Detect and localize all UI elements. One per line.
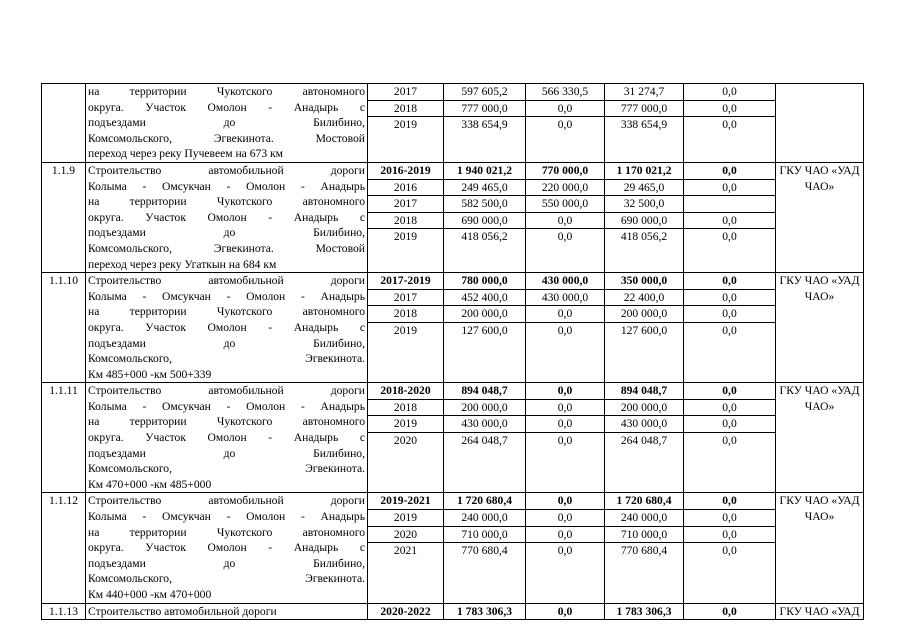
period-cell: [368, 526, 444, 543]
total-cell-value: 710 000,0: [461, 527, 508, 541]
regional-budget-cell-value: 338 654,9: [620, 118, 668, 132]
executor-text: ГКУ ЧАО «УАД ЧАО»: [779, 274, 860, 303]
row-number: [42, 493, 86, 603]
total-cell: [444, 510, 526, 527]
executor-text: ГКУ ЧАО «УАД ЧАО»: [779, 494, 860, 524]
total-cell-value: 418 056,2: [461, 230, 508, 244]
federal-budget-cell: [526, 510, 605, 527]
federal-budget-cell: [526, 493, 605, 510]
other-source-cell: [684, 273, 776, 290]
period-cell-value: 2018: [393, 101, 418, 115]
other-source-cell: [684, 162, 776, 179]
total-cell: [444, 433, 526, 493]
total-cell-value: 780 000,0: [461, 274, 508, 288]
description-line: на территории Чукотского автономного: [88, 195, 365, 209]
other-source-cell-value: 0,0: [722, 544, 737, 558]
regional-budget-cell-value: 770 680,4: [620, 544, 668, 558]
row-number-text: 1.1.10: [49, 274, 78, 288]
description-line: округа. Участок Омолон - Анадырь с: [88, 541, 365, 555]
federal-budget-cell: [526, 306, 605, 323]
other-source-cell: [684, 510, 776, 527]
federal-budget-cell: [526, 196, 605, 213]
regional-budget-cell: [605, 229, 684, 273]
total-cell-value: 777 000,0: [461, 101, 508, 115]
description-line: Комсомольского, Эгвекинота. Мостовой: [88, 131, 365, 145]
other-source-cell-value: 0,0: [722, 230, 737, 244]
period-cell-value: 2018: [393, 307, 418, 321]
total-cell: [444, 383, 526, 400]
description-line: Строительство автомобильной дороги: [88, 163, 365, 177]
total-cell-value: 338 654,9: [461, 118, 508, 132]
regional-budget-cell: [605, 196, 684, 213]
federal-budget-cell: [526, 543, 605, 603]
other-source-cell-value: 0,0: [722, 494, 737, 508]
other-source-cell-value: 0,0: [722, 527, 737, 541]
period-cell-value: 2020-2022: [380, 604, 431, 618]
row-number: [42, 273, 86, 383]
total-cell-value: 430 000,0: [461, 417, 508, 431]
regional-budget-cell-value: 1 783 306,3: [616, 604, 672, 618]
description-line: на территории Чукотского автономного: [88, 415, 365, 429]
measure-description: [86, 603, 368, 620]
total-cell-value: 452 400,0: [461, 290, 508, 304]
regional-budget-cell: [605, 603, 684, 620]
other-source-cell-value: 0,0: [722, 604, 737, 618]
other-source-cell: [684, 543, 776, 603]
federal-budget-cell-value: 0,0: [557, 511, 573, 525]
federal-budget-cell-value: 0,0: [557, 400, 573, 414]
total-cell: [444, 273, 526, 290]
federal-budget-cell-value: 0,0: [557, 417, 573, 431]
period-cell: [368, 289, 444, 306]
period-cell-value: 2017: [393, 197, 418, 211]
period-cell-value: 2018: [393, 213, 418, 227]
period-cell: [368, 179, 444, 196]
regional-budget-cell: [605, 273, 684, 290]
table-row: [42, 84, 864, 101]
description-line: Км 485+000 -км 500+339: [88, 367, 212, 381]
other-source-cell: [684, 433, 776, 493]
period-cell: [368, 306, 444, 323]
period-cell: [368, 196, 444, 213]
total-cell: [444, 399, 526, 416]
other-source-cell: [684, 603, 776, 620]
regional-budget-cell: [605, 383, 684, 400]
period-cell-value: 2016: [393, 180, 418, 194]
other-source-cell: [684, 212, 776, 229]
period-cell-value: 2019: [393, 230, 418, 244]
federal-budget-cell-value: 770 000,0: [541, 163, 589, 177]
period-cell-value: 2019: [393, 323, 418, 337]
regional-budget-cell: [605, 493, 684, 510]
description-line: округа. Участок Омолон - Анадырь с: [88, 320, 365, 334]
federal-budget-cell-value: 220 000,0: [541, 180, 589, 194]
total-cell-value: 690 000,0: [461, 213, 508, 227]
period-cell: [368, 100, 444, 117]
other-source-cell: [684, 306, 776, 323]
other-source-cell: [684, 383, 776, 400]
other-source-cell-value: 0,0: [722, 323, 737, 337]
regional-budget-cell-value: 710 000,0: [620, 527, 668, 541]
period-cell: [368, 229, 444, 273]
description-line: Строительство автомобильной дороги: [88, 274, 365, 288]
other-source-cell: [684, 179, 776, 196]
period-cell-value: 2018-2020: [380, 384, 431, 398]
other-source-cell-value: 0,0: [722, 434, 737, 448]
federal-budget-cell-value: 0,0: [557, 544, 573, 558]
description-line: округа. Участок Омолон - Анадырь с: [88, 431, 365, 445]
other-source-cell-value: 0,0: [722, 274, 737, 288]
federal-budget-cell-value: 0,0: [557, 213, 573, 227]
description-line: на территории Чукотского автономного: [88, 525, 365, 539]
regional-budget-cell-value: 350 000,0: [620, 274, 668, 288]
description-line: округа. Участок Омолон - Анадырь с: [88, 210, 365, 224]
federal-budget-cell-value: 430 000,0: [541, 290, 589, 304]
table-row: [42, 273, 864, 290]
period-cell: [368, 383, 444, 400]
regional-budget-cell: [605, 306, 684, 323]
federal-budget-cell-value: 0,0: [557, 307, 573, 321]
total-cell: [444, 306, 526, 323]
regional-budget-cell: [605, 84, 684, 101]
executor: [776, 273, 864, 383]
total-cell-value: 597 605,2: [461, 85, 508, 98]
description-line: переход через реку Угаткын на 684 км: [88, 257, 277, 271]
period-cell: [368, 212, 444, 229]
description-line: Комсомольского, Эгвекинота.: [88, 352, 365, 366]
period-cell: [368, 162, 444, 179]
description-line: Колыма - Омсукчан - Омолон - Анадырь: [88, 289, 365, 303]
other-source-cell: [684, 493, 776, 510]
period-cell-value: 2017-2019: [380, 274, 431, 288]
total-cell: [444, 179, 526, 196]
other-source-cell-value: 0,0: [722, 400, 737, 414]
period-cell-value: 2019: [393, 118, 418, 132]
other-source-cell-value: 0,0: [722, 307, 737, 321]
federal-budget-cell-value: 0,0: [557, 494, 573, 508]
regional-budget-cell-value: 1 720 680,4: [616, 494, 672, 508]
total-cell: [444, 196, 526, 213]
total-cell: [444, 493, 526, 510]
other-source-cell: [684, 526, 776, 543]
row-number-text: 1.1.9: [51, 163, 76, 177]
federal-budget-cell-value: 550 000,0: [541, 197, 589, 211]
other-source-cell-value: 0,0: [722, 118, 737, 132]
row-number: [42, 84, 86, 163]
description-line: Км 440+000 -км 470+000: [88, 588, 212, 601]
description-line: подъездами до Билибино,: [88, 226, 365, 240]
executor-text: ГКУ ЧАО «УАД ЧАО»: [779, 163, 860, 193]
total-cell: [444, 289, 526, 306]
federal-budget-cell-value: 0,0: [557, 604, 573, 618]
executor: [776, 493, 864, 603]
total-cell-value: 200 000,0: [461, 307, 508, 321]
executor-text: ГКУ ЧАО «УАД: [779, 604, 860, 618]
period-cell: [368, 510, 444, 527]
other-source-cell-value: 0,0: [722, 290, 737, 304]
period-cell: [368, 84, 444, 101]
total-cell-value: 200 000,0: [461, 400, 508, 414]
federal-budget-cell: [526, 100, 605, 117]
federal-budget-cell: [526, 84, 605, 101]
description-line: на территории Чукотского автономного: [88, 305, 365, 319]
row-number: [42, 603, 86, 620]
regional-budget-cell: [605, 322, 684, 382]
regional-budget-cell: [605, 162, 684, 179]
federal-budget-cell-value: 0,0: [557, 230, 573, 244]
federal-budget-cell: [526, 383, 605, 400]
period-cell-value: 2017: [393, 290, 418, 304]
period-cell-value: 2021: [393, 544, 418, 558]
total-cell-value: 770 680,4: [461, 544, 508, 558]
regional-budget-cell: [605, 416, 684, 433]
description-line: Комсомольского, Эгвекинота.: [88, 572, 365, 586]
period-cell: [368, 416, 444, 433]
other-source-cell: [684, 399, 776, 416]
description-line: Строительство автомобильной дороги: [88, 494, 365, 508]
regional-budget-cell-value: 690 000,0: [620, 213, 668, 227]
regional-budget-cell: [605, 543, 684, 603]
federal-budget-cell: [526, 117, 605, 163]
other-source-cell: [684, 196, 776, 213]
description-line: подъездами до Билибино,: [88, 446, 365, 460]
total-cell-value: 249 465,0: [461, 180, 508, 194]
federal-budget-cell: [526, 416, 605, 433]
regional-budget-cell: [605, 179, 684, 196]
federal-budget-cell-value: 566 330,5: [541, 85, 589, 98]
other-source-cell: [684, 229, 776, 273]
row-number: [42, 162, 86, 272]
description-line: Строительство автомобильной дороги: [88, 384, 365, 398]
total-cell: [444, 229, 526, 273]
description-line: Км 470+000 -км 485+000: [88, 477, 212, 491]
regional-budget-cell-value: 418 056,2: [620, 230, 668, 244]
description-line: на территории Чукотского автономного: [88, 85, 365, 98]
regional-budget-cell-value: 200 000,0: [620, 400, 668, 414]
period-cell: [368, 273, 444, 290]
measure-description: [86, 383, 368, 493]
other-source-cell: [684, 84, 776, 101]
other-source-cell: [684, 289, 776, 306]
row-number-text: 1.1.12: [49, 494, 78, 508]
federal-budget-cell: [526, 399, 605, 416]
regional-budget-cell: [605, 399, 684, 416]
total-cell: [444, 416, 526, 433]
description-line: Строительство автомобильной дороги: [88, 604, 277, 618]
description-line: Колыма - Омсукчан - Омолон - Анадырь: [88, 510, 365, 524]
period-cell-value: 2020: [393, 527, 418, 541]
period-cell: [368, 493, 444, 510]
regional-budget-cell-value: 894 048,7: [620, 384, 668, 398]
regional-budget-cell-value: 32 500,0: [623, 197, 665, 211]
period-cell-value: 2017: [393, 85, 418, 98]
measure-description: [86, 493, 368, 603]
total-cell-value: 264 048,7: [461, 434, 508, 448]
regional-budget-cell: [605, 289, 684, 306]
period-cell-value: 2019: [393, 511, 418, 525]
period-cell-value: 2020: [393, 434, 418, 448]
regional-budget-cell-value: 430 000,0: [620, 417, 668, 431]
executor-text: ГКУ ЧАО «УАД ЧАО»: [779, 384, 860, 413]
period-cell-value: 2016-2019: [380, 163, 431, 177]
other-source-cell: [684, 416, 776, 433]
federal-budget-cell: [526, 433, 605, 493]
federal-budget-cell-value: 0,0: [557, 101, 573, 115]
total-cell-value: 1 783 306,3: [456, 604, 513, 618]
measure-description: [86, 162, 368, 272]
period-cell-value: 2018: [393, 400, 418, 414]
executor: [776, 162, 864, 272]
total-cell: [444, 84, 526, 101]
total-cell: [444, 117, 526, 163]
total-cell-value: 1 940 021,2: [456, 163, 513, 177]
table-row: [42, 383, 864, 400]
total-cell: [444, 212, 526, 229]
period-cell-value: 2019-2021: [380, 494, 431, 508]
table-row: [42, 162, 864, 179]
program-table: [41, 83, 864, 620]
other-source-cell-value: 0,0: [722, 85, 737, 98]
regional-budget-cell-value: 777 000,0: [620, 101, 668, 115]
federal-budget-cell: [526, 526, 605, 543]
description-line: Комсомольского, Эгвекинота. Мостовой: [88, 241, 365, 255]
other-source-cell-value: 0,0: [722, 511, 737, 525]
row-number-text: 1.1.13: [49, 604, 78, 618]
regional-budget-cell-value: 22 400,0: [623, 290, 665, 304]
other-source-cell-value: 0,0: [722, 163, 737, 177]
federal-budget-cell: [526, 229, 605, 273]
period-cell: [368, 603, 444, 620]
regional-budget-cell: [605, 526, 684, 543]
regional-budget-cell: [605, 100, 684, 117]
period-cell: [368, 322, 444, 382]
regional-budget-cell: [605, 510, 684, 527]
executor: [776, 383, 864, 493]
federal-budget-cell: [526, 289, 605, 306]
total-cell: [444, 100, 526, 117]
table-body: [42, 84, 864, 620]
other-source-cell-value: 0,0: [722, 101, 737, 115]
regional-budget-cell-value: 31 274,7: [623, 85, 665, 98]
period-cell-value: 2019: [393, 417, 418, 431]
federal-budget-cell-value: 0,0: [557, 384, 573, 398]
description-line: Колыма - Омсукчан - Омолон - Анадырь: [88, 179, 365, 193]
description-line: переход через реку Пучевеем на 673 км: [88, 147, 283, 161]
federal-budget-cell-value: 430 000,0: [541, 274, 589, 288]
document-page: [41, 83, 863, 620]
federal-budget-cell: [526, 179, 605, 196]
period-cell: [368, 433, 444, 493]
regional-budget-cell: [605, 212, 684, 229]
measure-description: [86, 84, 368, 163]
total-cell-value: 240 000,0: [461, 511, 508, 525]
federal-budget-cell: [526, 273, 605, 290]
regional-budget-cell: [605, 117, 684, 163]
regional-budget-cell-value: 264 048,7: [620, 434, 668, 448]
period-cell: [368, 543, 444, 603]
regional-budget-cell: [605, 433, 684, 493]
federal-budget-cell: [526, 212, 605, 229]
table-row: [42, 603, 864, 620]
total-cell: [444, 543, 526, 603]
executor: [776, 603, 864, 620]
other-source-cell-value: 0,0: [722, 180, 737, 194]
federal-budget-cell: [526, 162, 605, 179]
description-line: подъездами до Билибино,: [88, 336, 365, 350]
other-source-cell-value: 0,0: [722, 384, 737, 398]
federal-budget-cell: [526, 603, 605, 620]
other-source-cell-value: 0,0: [722, 417, 737, 431]
regional-budget-cell-value: 127 600,0: [620, 323, 668, 337]
period-cell: [368, 117, 444, 163]
total-cell: [444, 322, 526, 382]
other-source-cell: [684, 117, 776, 163]
total-cell: [444, 526, 526, 543]
federal-budget-cell-value: 0,0: [557, 434, 573, 448]
table-row: [42, 493, 864, 510]
description-line: округа. Участок Омолон - Анадырь с: [88, 100, 365, 114]
total-cell: [444, 603, 526, 620]
row-number-text: 1.1.11: [49, 384, 78, 398]
regional-budget-cell-value: 1 170 021,2: [616, 163, 672, 177]
total-cell-value: 582 500,0: [461, 197, 508, 211]
federal-budget-cell: [526, 322, 605, 382]
total-cell-value: 894 048,7: [461, 384, 508, 398]
federal-budget-cell-value: 0,0: [557, 323, 573, 337]
other-source-cell: [684, 100, 776, 117]
description-line: Колыма - Омсукчан - Омолон - Анадырь: [88, 399, 365, 413]
description-line: Комсомольского, Эгвекинота.: [88, 462, 365, 476]
federal-budget-cell-value: 0,0: [557, 527, 573, 541]
description-line: подъездами до Билибино,: [88, 116, 365, 130]
regional-budget-cell-value: 29 465,0: [623, 180, 665, 194]
other-source-cell: [684, 322, 776, 382]
other-source-cell-value: 0,0: [722, 213, 737, 227]
federal-budget-cell-value: 0,0: [557, 118, 573, 132]
row-number: [42, 383, 86, 493]
regional-budget-cell-value: 200 000,0: [620, 307, 668, 321]
executor: [776, 84, 864, 163]
description-line: подъездами до Билибино,: [88, 556, 365, 570]
measure-description: [86, 273, 368, 383]
total-cell: [444, 162, 526, 179]
period-cell: [368, 399, 444, 416]
total-cell-value: 1 720 680,4: [456, 494, 513, 508]
total-cell-value: 127 600,0: [461, 323, 508, 337]
regional-budget-cell-value: 240 000,0: [620, 511, 668, 525]
